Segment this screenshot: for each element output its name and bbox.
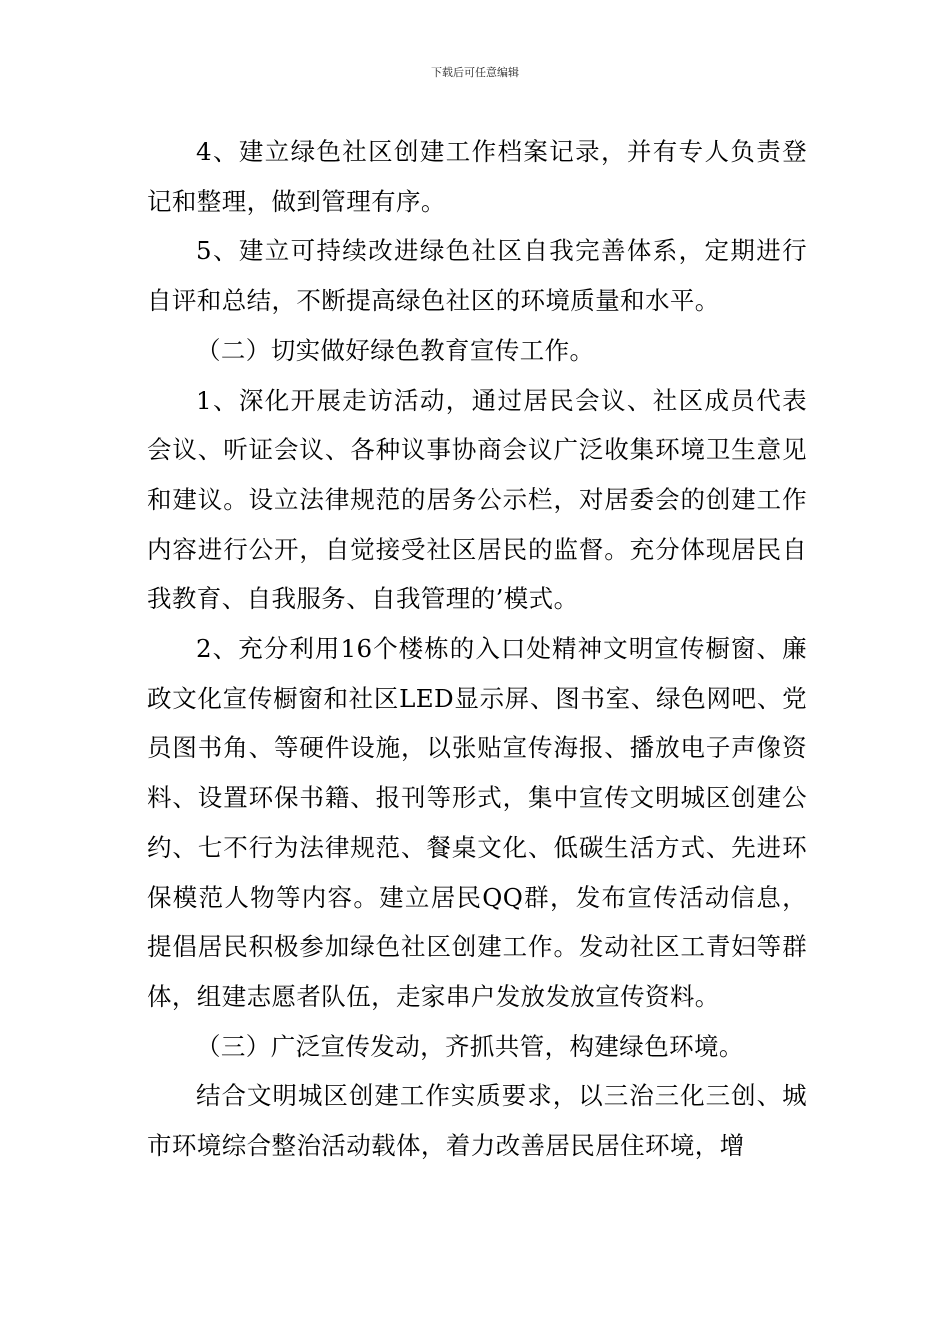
paragraph-item-4: 4、建立绿色社区创建工作档案记录，并有专人负责登记和整理，做到管理有序。 [147, 137, 807, 216]
paragraph-item-1: 1、深化开展走访活动，通过居民会议、社区成员代表会议、听证会议、各种议事协商会议广泛收集环境卫生意见和建议。设立法律规范的居务公示栏，对居委会的创建工作内容进行公开，自觉接受社区居民的监督。充分体现居民自我教育、自我服务、自我管理的’模式。 [147, 385, 807, 614]
paragraph-item-2: 2、充分利用16个楼栋的入口处精神文明宣传橱窗、廉政文化宣传橱窗和社区LED显示屏、图书室、绿色网吧、党员图书角、等硬件设施，以张贴宣传海报、播放电子声像资料、设置环保书籍、报刊等形式，集中宣传文明城区创建公约、七不行为法律规范、餐桌文化、低碳生活方式、先进环保模范人物等内容。建立居民QQ群，发布宣传活动信息，提倡居民积极参加绿色社区创建工作。发动社区工青妇等群体，组建志愿者队伍，走家串户发放发放宣传资料。 [147, 634, 807, 1011]
section-heading-3: （三）广泛宣传发动，齐抓共管，构建绿色环境。 [196, 1031, 744, 1061]
document-body [147, 127, 807, 1171]
paragraph-item-5: 5、建立可持续改进绿色社区自我完善体系，定期进行自评和总结，不断提高绿色社区的环境质量和水平。 [147, 236, 807, 316]
page-header: 下载后可任意编辑 [431, 66, 519, 79]
section-heading-2: （二）切实做好绿色教育宣传工作。 [196, 335, 595, 365]
paragraph-body: 结合文明城区创建工作实质要求，以三治三化三创、城市环境综合整治活动载体，着力改善居民居住环境，增 [147, 1081, 807, 1161]
